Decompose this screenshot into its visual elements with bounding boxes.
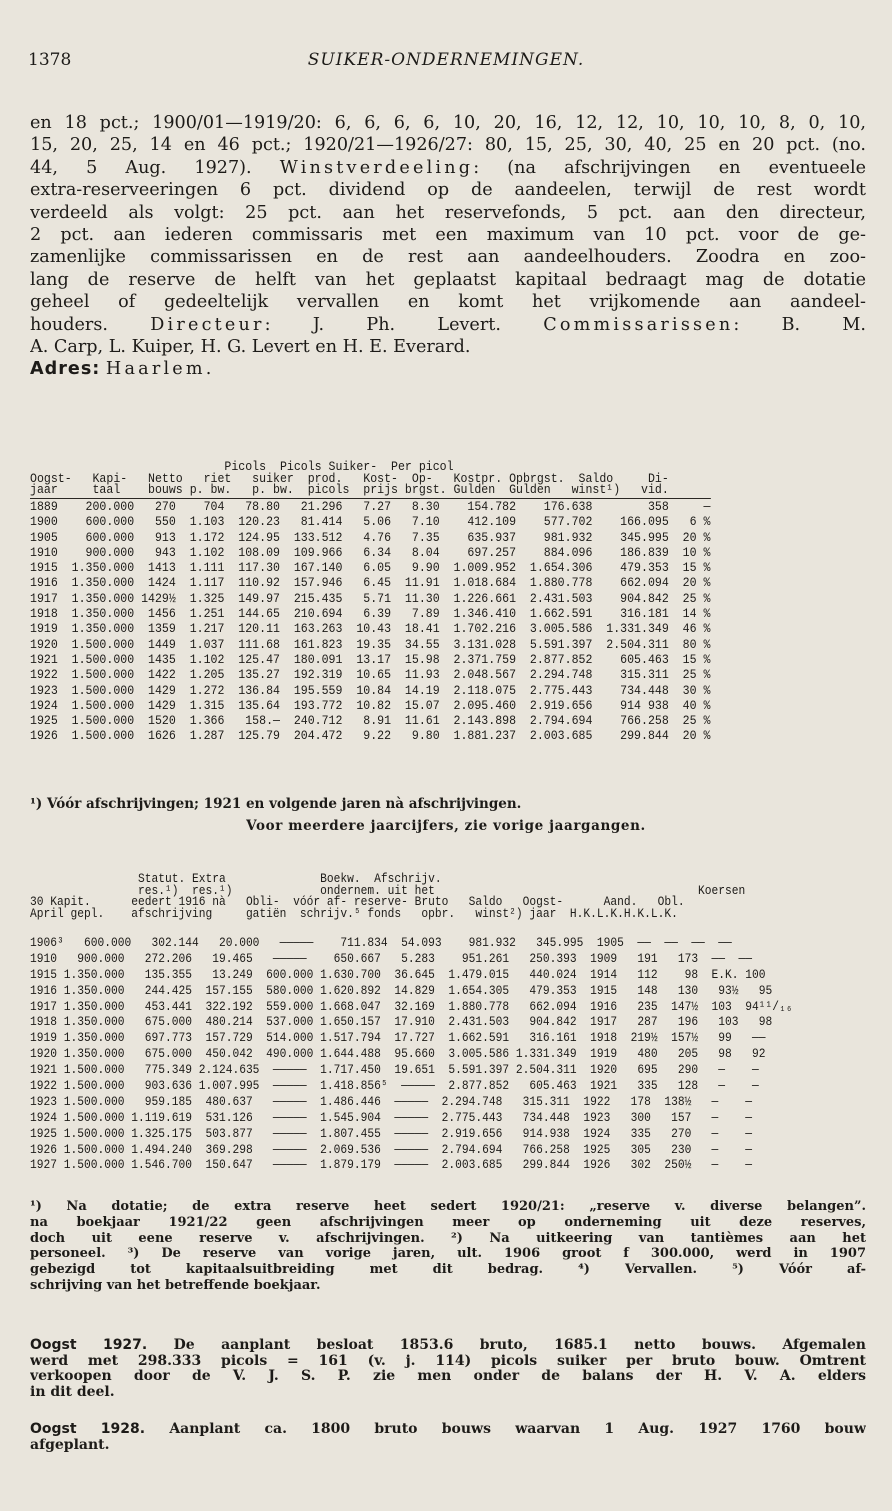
address-line [30, 358, 866, 380]
balance-header-line: res.¹) res.¹) ondernem. uit het Koersen [30, 882, 746, 898]
intro-line: zamenlijke commissarissen en de rest aan aandeelhouders. Zoodra en zoo- [30, 247, 866, 268]
balance-header-line: 30 Kapit. eedert 1916 nà Obli- vóór af- reserve- Bruto Saldo Oogst- Aand. Obl. [30, 894, 685, 910]
section-label: Oogst 1927. [30, 1338, 148, 1353]
footnote-line: doch uit eene reserve v. afschrijvingen. ²) Na uitkeering van tantièmes aan het [30, 1230, 866, 1246]
table-row: 1926 1.500.000 1.494.240 369.298 ————— 2.069.536 ————— 2.794.694 766.258 1925 305 230 — — [30, 1141, 753, 1157]
intro-line: 44, 5 Aug. 1927). Winstverdeeling: (na afschrijvingen en eventueele [30, 157, 866, 178]
intro-line: 2 pct. aan iederen commissaris met een maximum van 10 pct. voor de ge- [30, 224, 866, 245]
intro-line: geheel of gedeeltelijk vervallen en komt het vrijkomende aan aandeel- [30, 292, 866, 313]
table-row: 1924 1.500.000 1429 1.315 135.64 193.772 10.82 15.07 2.095.460 2.919.656 914 938 40 % [30, 697, 711, 713]
intro-line: verdeeld als volgt: 25 pct. aan het reservefonds, 5 pct. aan den directeur, [30, 202, 866, 223]
table-row: 1910 900.000 272.206 19.465 ————— 650.667 5.283 951.261 250.393 1909 191 173 —— —— [30, 950, 753, 966]
production-header-line: Picols Picols Suiker- Per picol [30, 459, 454, 474]
production-header-line: jaar taal bouws p. bw. p. bw. picols prijs brgst. Gulden Gulden winst¹) vid. [30, 482, 669, 498]
table-row: 1910 900.000 943 1.102 108.09 109.966 6.34 8.04 697.257 884.096 186.839 10 % [30, 544, 711, 560]
table-row: 1924 1.500.000 1.119.619 531.126 ————— 1.545.904 ————— 2.775.443 734.448 1923 300 157 — — [30, 1109, 753, 1125]
page-number: 1378 [28, 50, 72, 70]
table-row: 1916 1.350.000 244.425 157.155 580.000 1.620.892 14.829 1.654.305 479.353 1915 148 130 93½ 95 [30, 982, 773, 998]
section-label: Oogst 1928. [30, 1422, 146, 1437]
page-header [28, 50, 864, 74]
production-header-line: Oogst- Kapi- Netto riet suiker prod. Kost- Op- Kostpr. Opbrgst. Saldo Di- [30, 470, 669, 486]
intro-line: houders. Directeur: J. Ph. Levert. Commissarissen: B. M. [30, 314, 866, 335]
intro-line: lang de reserve de helft van het geplaatst kapitaal bedraagt mag de dotatie [30, 269, 866, 290]
intro-line: extra-reserveeringen 6 pct. dividend op de aandeelen, terwijl de rest wordt [30, 180, 866, 201]
table-row: 1919 1.350.000 697.773 157.729 514.000 1.517.794 17.727 1.662.591 316.161 1918 219½ 157½ 99 —— [30, 1030, 766, 1046]
table-row: 1922 1.500.000 1422 1.205 135.27 192.319 10.65 11.93 2.048.567 2.294.748 315.311 25 % [30, 667, 711, 683]
paragraph-line: in dit deel. [30, 1385, 115, 1401]
table-row: 1916 1.350.000 1424 1.117 110.92 157.946 6.45 11.91 1.018.684 1.880.778 662.094 20 % [30, 575, 711, 591]
footnote-line: ¹) Na dotatie; de extra reserve heet sedert 1920/21: „reserve v. diverse belangen”. [30, 1199, 866, 1214]
footnote-line: gebezigd tot kapitaalsuitbreiding met dit bedrag. ⁴) Vervallen. ⁵) Vóór af- [30, 1262, 866, 1278]
table-row: 1920 1.500.000 1449 1.037 111.68 161.823 19.35 34.55 3.131.028 5.591.397 2.504.311 80 % [30, 636, 711, 652]
paragraph-line: Oogst 1928. Aanplant ca. 1800 bruto bouws waarvan 1 Aug. 1927 1760 bouw [30, 1422, 866, 1437]
table-row: 1920 1.350.000 675.000 450.042 490.000 1.644.488 95.660 3.005.586 1.331.349 1919 480 205 98 92 [30, 1046, 766, 1062]
paragraph-line: verkoopen door de V. J. S. P. zie men onder de balans der H. V. A. elders [30, 1369, 866, 1385]
intro-line: A. Carp, L. Kuiper, H. G. Levert en H. E. Everard. [30, 336, 471, 357]
table-row: 1915 1.350.000 1413 1.111 117.30 167.140 6.05 9.90 1.009.952 1.654.306 479.353 15 % [30, 560, 711, 576]
table-row: 1922 1.500.000 903.636 1.007.995 ————— 1.418.856⁵ ————— 2.877.852 605.463 1921 335 128 — — [30, 1078, 759, 1094]
production-table-header [30, 461, 669, 496]
table-row: 1923 1.500.000 959.185 480.637 ————— 1.486.446 ————— 2.294.748 315.311 1922 178 138½ — — [30, 1093, 753, 1109]
table-row: 1925 1.500.000 1520 1.366 158.— 240.712 8.91 11.61 2.143.898 2.794.694 766.258 25 % [30, 713, 711, 729]
emphasis-text: Winstverdeeling [279, 157, 474, 178]
intro-paragraph [30, 112, 866, 381]
balance-table-header [30, 873, 745, 919]
table-row: 1915 1.350.000 135.355 13.249 600.000 1.630.700 36.645 1.479.015 440.024 1914 112 98 E.K. 100 [30, 966, 766, 982]
oogst-1928-paragraph [30, 1422, 866, 1453]
production-table-footnote: ¹) Vóór afschrijvingen; 1921 en volgende jaren nà afschrijvingen. [30, 796, 522, 812]
table-row: 1917 1.350.000 453.441 322.192 559.000 1.668.047 32.169 1.880.778 662.094 1916 235 147½ 103 94¹¹/₁₆ [30, 998, 793, 1014]
table-row: 1917 1.350.000 1429½ 1.325 149.97 215.435 5.71 11.30 1.226.661 2.431.503 904.842 25 % [30, 590, 711, 606]
footnote-line: schrijving van het betreffende boekjaar. [30, 1277, 321, 1293]
table-row: 1921 1.500.000 1435 1.102 125.47 180.091 13.17 15.98 2.371.759 2.877.852 605.463 15 % [30, 651, 711, 667]
address-value: Haarlem. [105, 359, 215, 380]
table-row: 1900 600.000 550 1.103 120.23 81.414 5.06 7.10 412.109 577.702 166.095 6 % [30, 514, 711, 530]
table-row: 1918 1.350.000 1456 1.251 144.65 210.694 6.39 7.89 1.346.410 1.662.591 316.181 14 % [30, 606, 711, 622]
table-row: 1927 1.500.000 1.546.700 150.647 ————— 1.879.179 ————— 2.003.685 299.844 1926 302 250½ — — [30, 1157, 753, 1173]
table-row: 1889 200.000 270 704 78.80 21.296 7.27 8.30 154.782 176.638 358 — [30, 499, 711, 514]
table-row: 1926 1.500.000 1626 1.287 125.79 204.472 9.22 9.80 1.881.237 2.003.685 299.844 20 % [30, 728, 711, 744]
balance-header-line: April gepl. afschrijving gatiën schrijv.⁵ fonds opbr. winst²) jaar H.K.L.K.H.K.L.K. [30, 905, 678, 921]
emphasis-text: Directeur [150, 314, 265, 335]
production-table [30, 497, 710, 744]
paragraph-line: werd met 298.333 picols = 161 (v. j. 114) picols suiker per bruto bouw. Omtrent [30, 1353, 866, 1369]
table-row: 1925 1.500.000 1.325.175 503.877 ————— 1.807.455 ————— 2.919.656 914.938 1924 335 270 — — [30, 1125, 753, 1141]
balance-table-footnotes [30, 1199, 866, 1294]
emphasis-text: Commissarissen [543, 314, 734, 335]
intro-line: 15, 20, 25, 14 en 46 pct.; 1920/21—1926/27: 80, 15, 25, 30, 40, 25 en 20 pct. (no. [30, 135, 866, 156]
intro-line: en 18 pct.; 1900/01—1919/20: 6, 6, 6, 6, 10, 20, 16, 12, 12, 10, 10, 10, 8, 0, 10, [30, 113, 866, 133]
table-row: 1918 1.350.000 675.000 480.214 537.000 1.650.157 17.910 2.431.503 904.842 1917 287 196 103 98 [30, 1014, 773, 1030]
table-row: 1921 1.500.000 775.349 2.124.635 ————— 1.717.450 19.651 5.591.397 2.504.311 1920 695 290 — — [30, 1062, 759, 1078]
table-row: 1906³ 600.000 302.144 20.000 ————— 711.834 54.093 981.932 345.995 1905 —— —— —— —— [30, 935, 732, 950]
table-row: 1905 600.000 913 1.172 124.95 133.512 4.76 7.35 635.937 981.932 345.995 20 % [30, 529, 711, 545]
oogst-1927-paragraph [30, 1338, 866, 1401]
paragraph-line: Oogst 1927. De aanplant besloat 1853.6 bruto, 1685.1 netto bouws. Afgemalen [30, 1338, 866, 1353]
table-row: 1919 1.350.000 1359 1.217 120.11 163.263 10.43 18.41 1.702.216 3.005.586 1.331.349 46 % [30, 621, 711, 637]
table-row: 1923 1.500.000 1429 1.272 136.84 195.559 10.84 14.19 2.118.075 2.775.443 734.448 30 % [30, 682, 711, 698]
balance-header-line: Statut. Extra Boekw. Afschrijv. [30, 871, 442, 886]
address-label: Adres: [30, 359, 101, 380]
paragraph-line: afgeplant. [30, 1437, 110, 1453]
production-table-note: Voor meerdere jaarcijfers, zie vorige jaargangen. [246, 818, 646, 834]
footnote-line: personeel. ³) De reserve van vorige jaren, ult. 1906 groot f 300.000, werd in 1907 [30, 1246, 866, 1262]
footnote-line: na boekjaar 1921/22 geen afschrijvingen meer op onderneming uit deze reserves, [30, 1214, 866, 1230]
running-title: SUIKER-ONDERNEMINGEN. [307, 50, 585, 70]
balance-table [30, 935, 793, 1173]
